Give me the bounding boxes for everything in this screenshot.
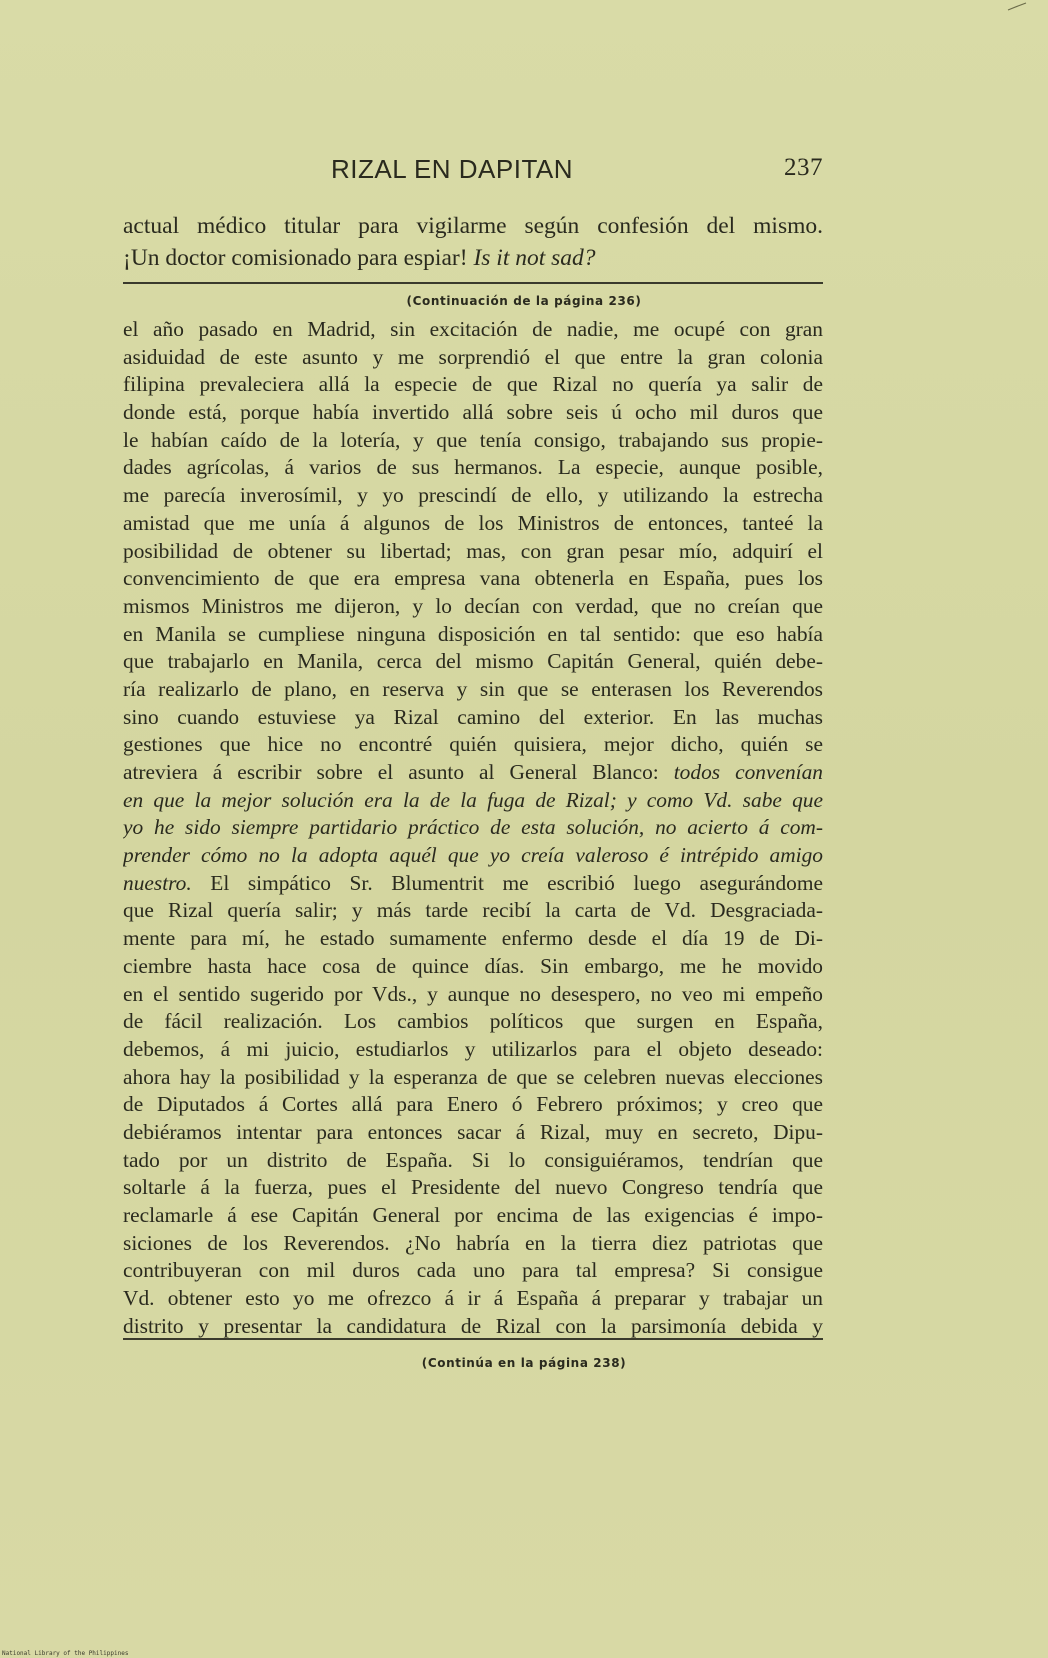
text-line: distrito y presentar la candidatura de Rizal con la parsimonía debida y: [123, 1313, 823, 1338]
text-line: en que la mejor solución era la de la fuga de Rizal; y como Vd. sabe que: [123, 787, 823, 812]
text-line: dades agrícolas, á varios de sus hermanos. La especie, aunque posible,: [123, 455, 823, 480]
text-line: [123, 242, 823, 274]
text-line: yo he sido siempre partidario práctico de esta solución, no acierto á com-: [123, 815, 823, 840]
continuation-note-top: (Continuación de la página 236): [406, 294, 642, 308]
text-line: reclamarle á ese Capitán General por encima de las exigencias é impo-: [123, 1203, 823, 1227]
text-line: tado por un distrito de España. Si lo consiguiéramos, tendrían que: [123, 1147, 823, 1172]
text-line: atreviera á escribir sobre el asunto al General Blanco: todos convenían: [123, 760, 823, 784]
text-line: en el sentido sugerido por Vds., y aunque no desespero, no veo mi empeño: [123, 981, 823, 1006]
text-line: me parecía inverosímil, y yo prescindí de ello, y utilizando la estrecha: [123, 483, 823, 508]
text-line: ciembre hasta hace cosa de quince días. Sin embargo, me he movido: [123, 953, 823, 978]
text-line: amistad que me unía á algunos de los Ministros de entonces, tanteé la: [123, 510, 823, 535]
text-line: posibilidad de obtener su libertad; mas, con gran pesar mío, adquirí el: [123, 538, 823, 563]
text-line: convencimiento de que era empresa vana obtenerla en España, pues los: [123, 566, 823, 591]
text-span: ¡Un doctor comisionado para espiar!: [123, 245, 474, 271]
text-line: nuestro. El simpático Sr. Blumentrit me escribió luego asegurándome: [123, 870, 823, 895]
text-line: mente para mí, he estado sumamente enfermo desde el día 19 de Di-: [123, 926, 823, 951]
text-line: filipina prevaleciera allá la especie de que Rizal no quería ya salir de: [123, 372, 823, 397]
text-line: prender cómo no la adopta aquél que yo creía valeroso é intrépido amigo: [123, 843, 823, 868]
scan-credit: National Library of the Philippines: [2, 1650, 129, 1657]
page-number: 237: [784, 154, 823, 181]
text-line: contribuyeran con mil duros cada uno para tal empresa? Si consigue: [123, 1258, 823, 1283]
text-line: siciones de los Reverendos. ¿No habría en la tierra diez patriotas que: [123, 1230, 823, 1255]
text-line: asiduidad de este asunto y me sorprendió el que entre la gran colonia: [123, 344, 823, 369]
text-line: mismos Ministros me dijeron, y lo decían con verdad, que no creían que: [123, 593, 823, 618]
text-line: ría realizarlo de plano, en reserva y sin que se enterasen los Reverendos: [123, 676, 823, 701]
text-line: le habían caído de la lotería, y que tenía consigo, trabajando sus propie-: [123, 427, 823, 452]
text-line: soltarle á la fuerza, pues el Presidente del nuevo Congreso tendría que: [123, 1175, 823, 1200]
top-rule: [123, 282, 823, 284]
continuation-note-bottom: (Continúa en la página 238): [421, 1356, 627, 1370]
text-line: sino cuando estuviese ya Rizal camino del exterior. En las muchas: [123, 704, 823, 729]
footnote-body: [123, 316, 823, 1340]
text-line: en Manila se cumpliese ninguna disposición en tal sentido: que eso había: [123, 621, 823, 646]
text-line: gestiones que hice no encontré quién quisiera, mejor dicho, quién se: [123, 732, 823, 757]
text-line: de fácil realización. Los cambios políticos que surgen en España,: [123, 1009, 823, 1034]
scan-mark-icon: [1006, 2, 1028, 12]
bottom-rule: [123, 1338, 823, 1340]
header-title: RIZAL EN DAPITAN: [331, 154, 574, 184]
text-line: debemos, á mi juicio, estudiarlos y utilizarlos para el objeto deseado:: [123, 1036, 823, 1061]
italic-phrase: Is it not sad?: [473, 245, 596, 271]
running-header: [123, 154, 823, 190]
text-line: que trabajarlo en Manila, cerca del mismo Capitán General, quién debe-: [123, 649, 823, 674]
text-line: el año pasado en Madrid, sin excitación de nadie, me ocupé con gran: [123, 317, 823, 341]
text-line: de Diputados á Cortes allá para Enero ó Febrero próximos; y creo que: [123, 1092, 823, 1117]
text-line: ahora hay la posibilidad y la esperanza de que se celebren nuevas elecciones: [123, 1064, 823, 1089]
text-line: Vd. obtener esto yo me ofrezco á ir á España á preparar y trabajar un: [123, 1286, 823, 1311]
text-line: donde está, porque había invertido allá sobre seis ú ocho mil duros que: [123, 400, 823, 425]
text-line: debiéramos intentar para entonces sacar á Rizal, muy en secreto, Dipu-: [123, 1119, 823, 1144]
text-line: que Rizal quería salir; y más tarde recibí la carta de Vd. Desgraciada-: [123, 898, 823, 923]
top-paragraph: [123, 210, 823, 274]
text-line: actual médico titular para vigilarme según confesión del mismo.: [123, 213, 823, 239]
